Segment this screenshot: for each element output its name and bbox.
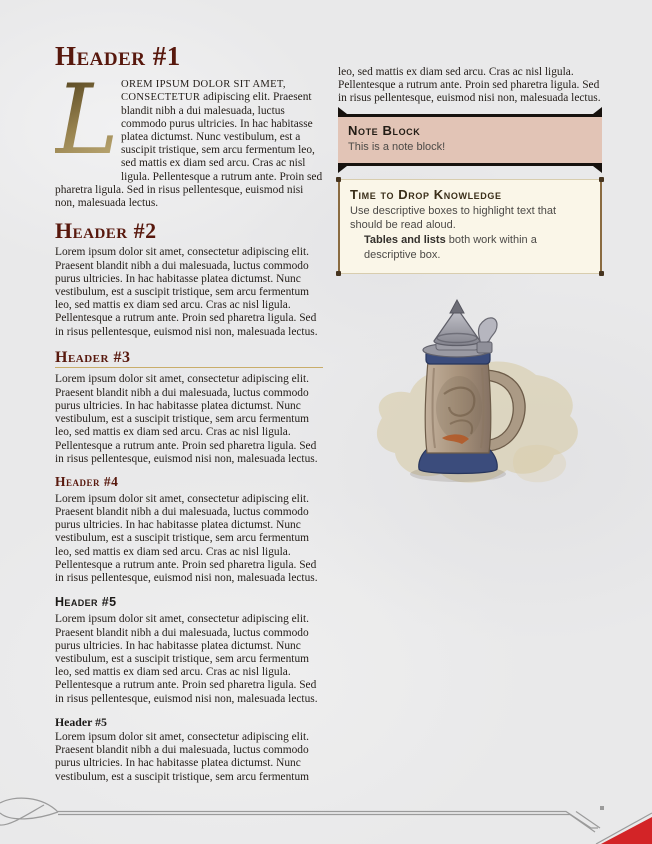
continuation-paragraph: leo, sed mattis ex diam sed arcu. Cras ac nisl ligula. Pellentesque a rutrum ante. Proin sed pharetra ligula. Sed in risus pellentesque, euismod nisi non, malesuada lectus. xyxy=(338,66,601,105)
body-paragraph: Lorem ipsum dolor sit amet, consectetur adipiscing elit. Praesent blandit nibh a dui malesuada, luctus commodo purus ultricies. In hac habitasse platea dictumst. Nunc vestibulum, est a suscipit tristique, sem arcu fermentum leo, sed mattis ex diam sed arcu. Cras ac nisl ligula. Pellentesque a rutrum ante. Proin sed pharetra ligula. Sed in risus pellentesque, euismod nisi non, malesuada lectus. xyxy=(55,613,318,705)
header-3: Header #3 xyxy=(55,349,323,369)
descriptive-box xyxy=(338,179,602,274)
descriptive-box-title: Time to Drop Knowledge xyxy=(350,186,502,202)
header-4: Header #4 xyxy=(55,473,119,489)
note-corner-triangle-icon xyxy=(338,166,347,173)
right-column xyxy=(338,43,602,792)
lid-tip xyxy=(450,300,464,313)
intro-rest: adipiscing elit. Praesent blandit nibh a dui malesuada, luctus commodo purus ultricies. In hac habitasse platea dictumst. Nunc vestibulum, est a suscipit tristique, sem arcu fermentum leo, sed mattis ex diam sed arcu. Cras ac nisl ligula. Pellentesque a rutrum ante. Proin sed pharetra ligula. Sed in risus pellentesque, euismod nisi non, malesuada lectus. xyxy=(55,91,323,210)
header-5-bold: Header #5 xyxy=(55,714,107,729)
descriptive-box-line2 xyxy=(350,233,590,263)
two-column-layout xyxy=(55,43,602,792)
lid-hinge xyxy=(477,342,492,353)
descriptive-box-line2-bold: Tables and lists xyxy=(364,234,446,247)
footer-dot-icon xyxy=(600,806,604,810)
header-2: Header #2 xyxy=(55,218,157,244)
descriptive-box-line2-rest: both work within a descriptive box. xyxy=(364,234,537,262)
thumb-lever xyxy=(478,318,497,345)
note-block xyxy=(338,114,602,166)
footer-flourish-icon xyxy=(0,798,652,844)
note-corner-triangle-icon xyxy=(593,166,602,173)
beer-stein-image xyxy=(350,298,590,498)
lid-cone xyxy=(434,308,480,346)
corner-dot-icon xyxy=(336,177,341,182)
footer-ornament xyxy=(0,790,652,844)
note-corner-triangle-icon xyxy=(338,107,347,114)
corner-dot-icon xyxy=(599,177,604,182)
corner-dot-icon xyxy=(336,271,341,276)
left-column xyxy=(55,43,323,792)
note-block-title: Note Block xyxy=(348,122,421,138)
note-block-body: This is a note block! xyxy=(348,140,446,153)
intro-paragraph xyxy=(55,64,323,210)
corner-dot-icon xyxy=(599,271,604,276)
header-5: Header #5 xyxy=(55,595,117,610)
body-paragraph: Lorem ipsum dolor sit amet, consectetur adipiscing elit. Praesent blandit nibh a dui malesuada, luctus commodo purus ultricies. In hac habitasse platea dictumst. Nunc vestibulum, est a suscipit tristique, sem arcu fermentum leo, sed mattis ex diam sed arcu. Cras ac nisl ligula. Pellentesque a rutrum ante. Proin sed pharetra ligula. Sed in risus pellentesque, euismod nisi non, malesuada lectus. xyxy=(55,246,318,338)
drop-cap-letter: L xyxy=(55,81,115,181)
note-corner-triangle-icon xyxy=(593,107,602,114)
header-1: Header #1 xyxy=(55,41,181,71)
final-paragraph: Lorem ipsum dolor sit amet, consectetur adipiscing elit. Praesent blandit nibh a dui malesuada, luctus commodo purus ultricies. In hac habitasse platea dictumst. Nunc vestibulum, est a suscipit tristique, sem arcu fermentum xyxy=(55,730,310,783)
intro-lead-in: OREM IPSUM DOLOR SIT AMET, CONSECTETUR xyxy=(121,79,286,104)
stein-relief-shade xyxy=(436,376,482,440)
body-paragraph: Lorem ipsum dolor sit amet, consectetur adipiscing elit. Praesent blandit nibh a dui malesuada, luctus commodo purus ultricies. In hac habitasse platea dictumst. Nunc vestibulum, est a suscipit tristique, sem arcu fermentum leo, sed mattis ex diam sed arcu. Cras ac nisl ligula. Pellentesque a rutrum ante. Proin sed pharetra ligula. Sed in risus pellentesque, euismod nisi non, malesuada lectus. xyxy=(55,492,318,585)
stein-illustration xyxy=(350,298,590,503)
footer-red-triangle-icon xyxy=(601,817,652,844)
body-paragraph: Lorem ipsum dolor sit amet, consectetur adipiscing elit. Praesent blandit nibh a dui malesuada, luctus commodo purus ultricies. In hac habitasse platea dictumst. Nunc vestibulum, est a suscipit tristique, sem arcu fermentum leo, sed mattis ex diam sed arcu. Cras ac nisl ligula. Pellentesque a rutrum ante. Proin sed pharetra ligula. Sed in risus pellentesque, euismod nisi non, malesuada lectus. xyxy=(55,373,318,465)
descriptive-box-line1: Use descriptive boxes to highlight text that should be read aloud. xyxy=(350,204,557,232)
